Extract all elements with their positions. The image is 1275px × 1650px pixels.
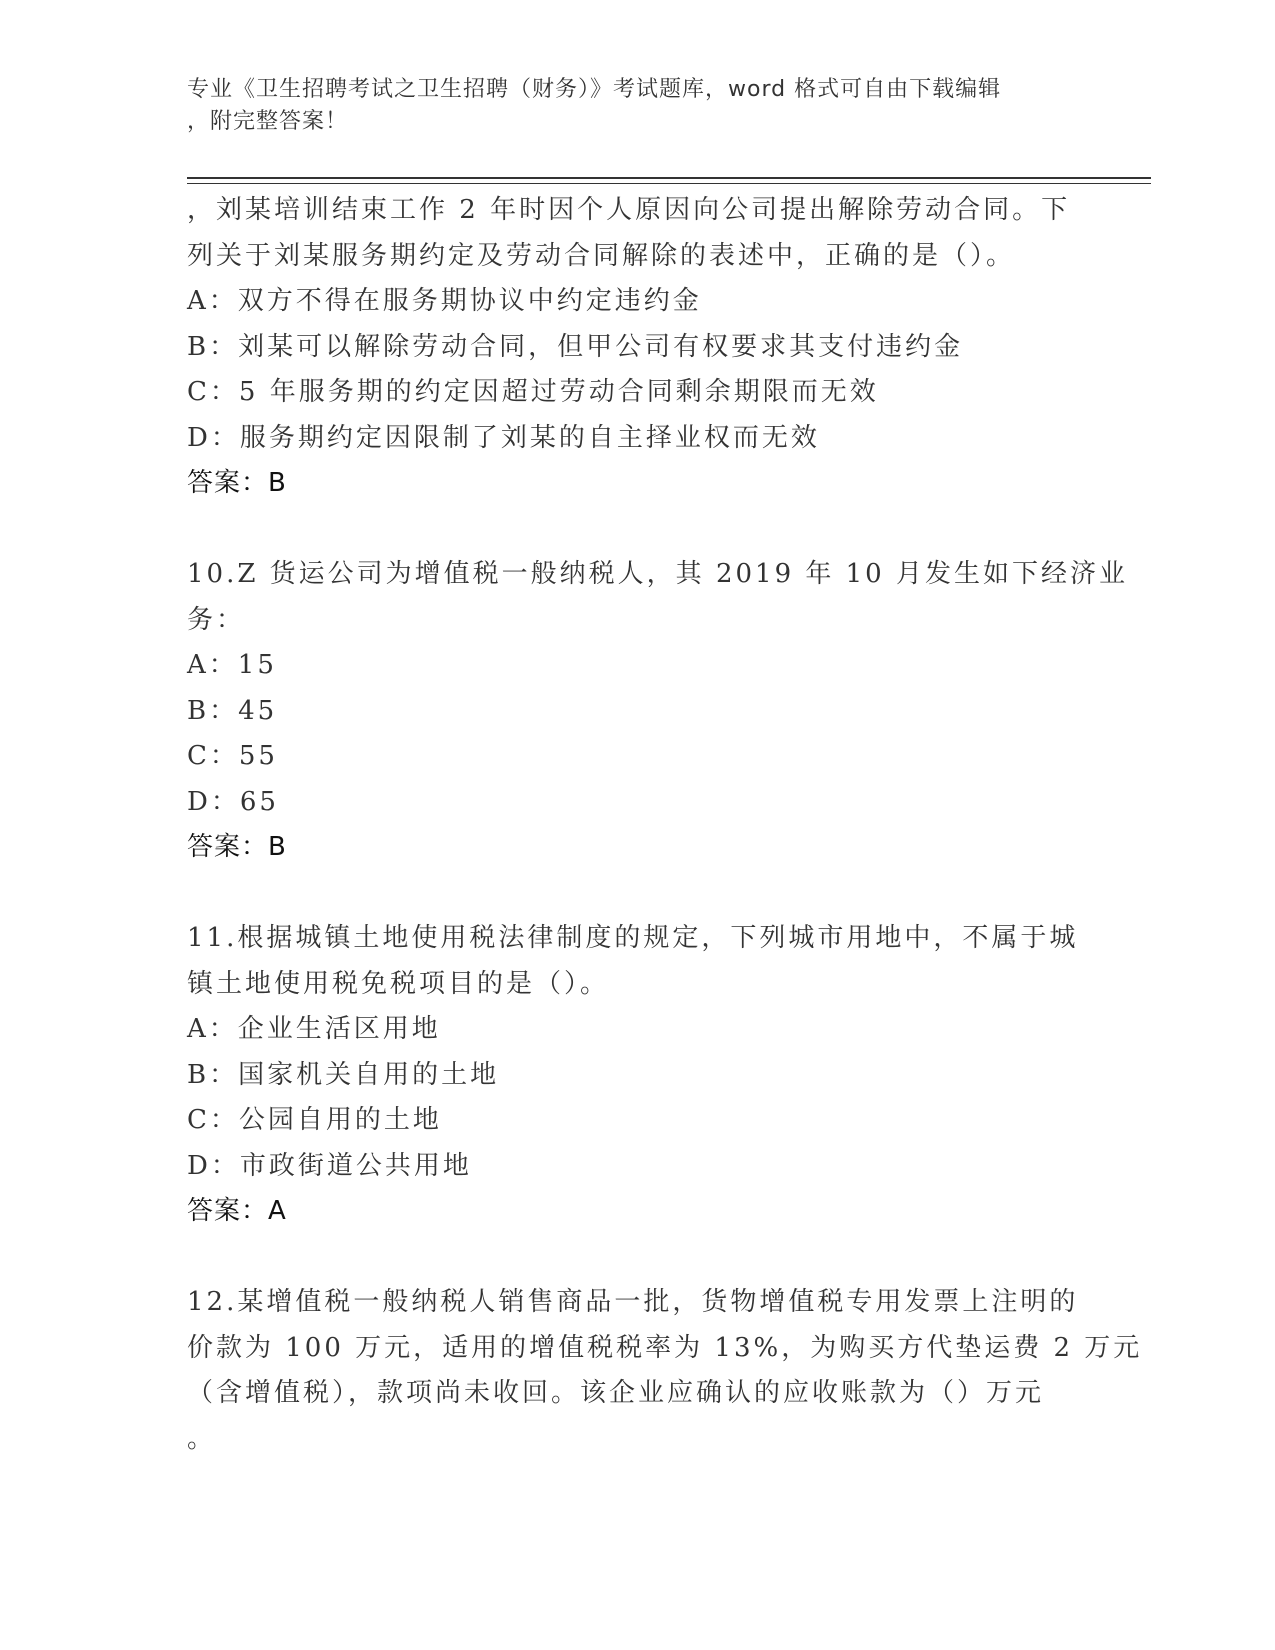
option-b: B：刘某可以解除劳动合同，但甲公司有权要求其支付违约金 (187, 331, 964, 362)
question-stem: 。 (187, 1423, 217, 1454)
question-stem: 10.Z 货运公司为增值税一般纳税人，其 2019 年 10 月发生如下经济业 (187, 559, 1128, 589)
answer-label: 答案：B (187, 832, 287, 862)
question-9 (187, 188, 1087, 507)
option-a: A：企业生活区用地 (187, 1014, 441, 1044)
option-c: C：公园自用的土地 (187, 1105, 442, 1135)
question-stem: 务： (187, 604, 246, 635)
question-11 (187, 916, 1087, 1235)
header-rule-thin (187, 183, 1151, 184)
header-line-2: ，附完整答案！ (187, 109, 349, 134)
header-rule-thick (187, 177, 1151, 179)
option-d: D：65 (187, 786, 279, 817)
option-d: D：服务期约定因限制了刘某的自主择业权而无效 (187, 422, 820, 453)
option-b: B：国家机关自用的土地 (187, 1059, 500, 1090)
answer-label: 答案：A (187, 1196, 287, 1226)
question-stem: 列关于刘某服务期约定及劳动合同解除的表述中，正确的是（）。 (187, 240, 1016, 271)
option-d: D：市政街道公共用地 (187, 1150, 472, 1181)
question-stem: 镇土地使用税免税项目的是（）。 (187, 968, 610, 999)
question-10 (187, 552, 1128, 871)
option-c: C：5 年服务期的约定因超过劳动合同剩余期限而无效 (187, 377, 879, 407)
page-header (187, 74, 1067, 138)
question-stem: 11.根据城镇土地使用税法律制度的规定，下列城市用地中，不属于城 (187, 923, 1079, 953)
question-stem: 价款为 100 万元，适用的增值税税率为 13%，为购买方代垫运费 2 万元 (187, 1332, 1143, 1363)
option-a: A：双方不得在服务期协议中约定违约金 (187, 286, 702, 316)
option-b: B：45 (187, 695, 278, 726)
option-a: A：15 (187, 650, 277, 680)
answer-label: 答案：B (187, 468, 287, 498)
question-stem: （含增值税），款项尚未收回。该企业应确认的应收账款为（）万元 (187, 1378, 1045, 1408)
question-12 (187, 1280, 1143, 1462)
question-content (187, 188, 1143, 1462)
question-stem: 12.某增值税一般纳税人销售商品一批，货物增值税专用发票上注明的 (187, 1287, 1079, 1317)
option-c: C：55 (187, 741, 278, 771)
header-line-1: 专业《卫生招聘考试之卫生招聘（财务）》考试题库，word 格式可自由下载编辑 (187, 77, 1002, 102)
question-stem: ，刘某培训结束工作 2 年时因个人原因向公司提出解除劳动合同。下 (187, 195, 1071, 225)
